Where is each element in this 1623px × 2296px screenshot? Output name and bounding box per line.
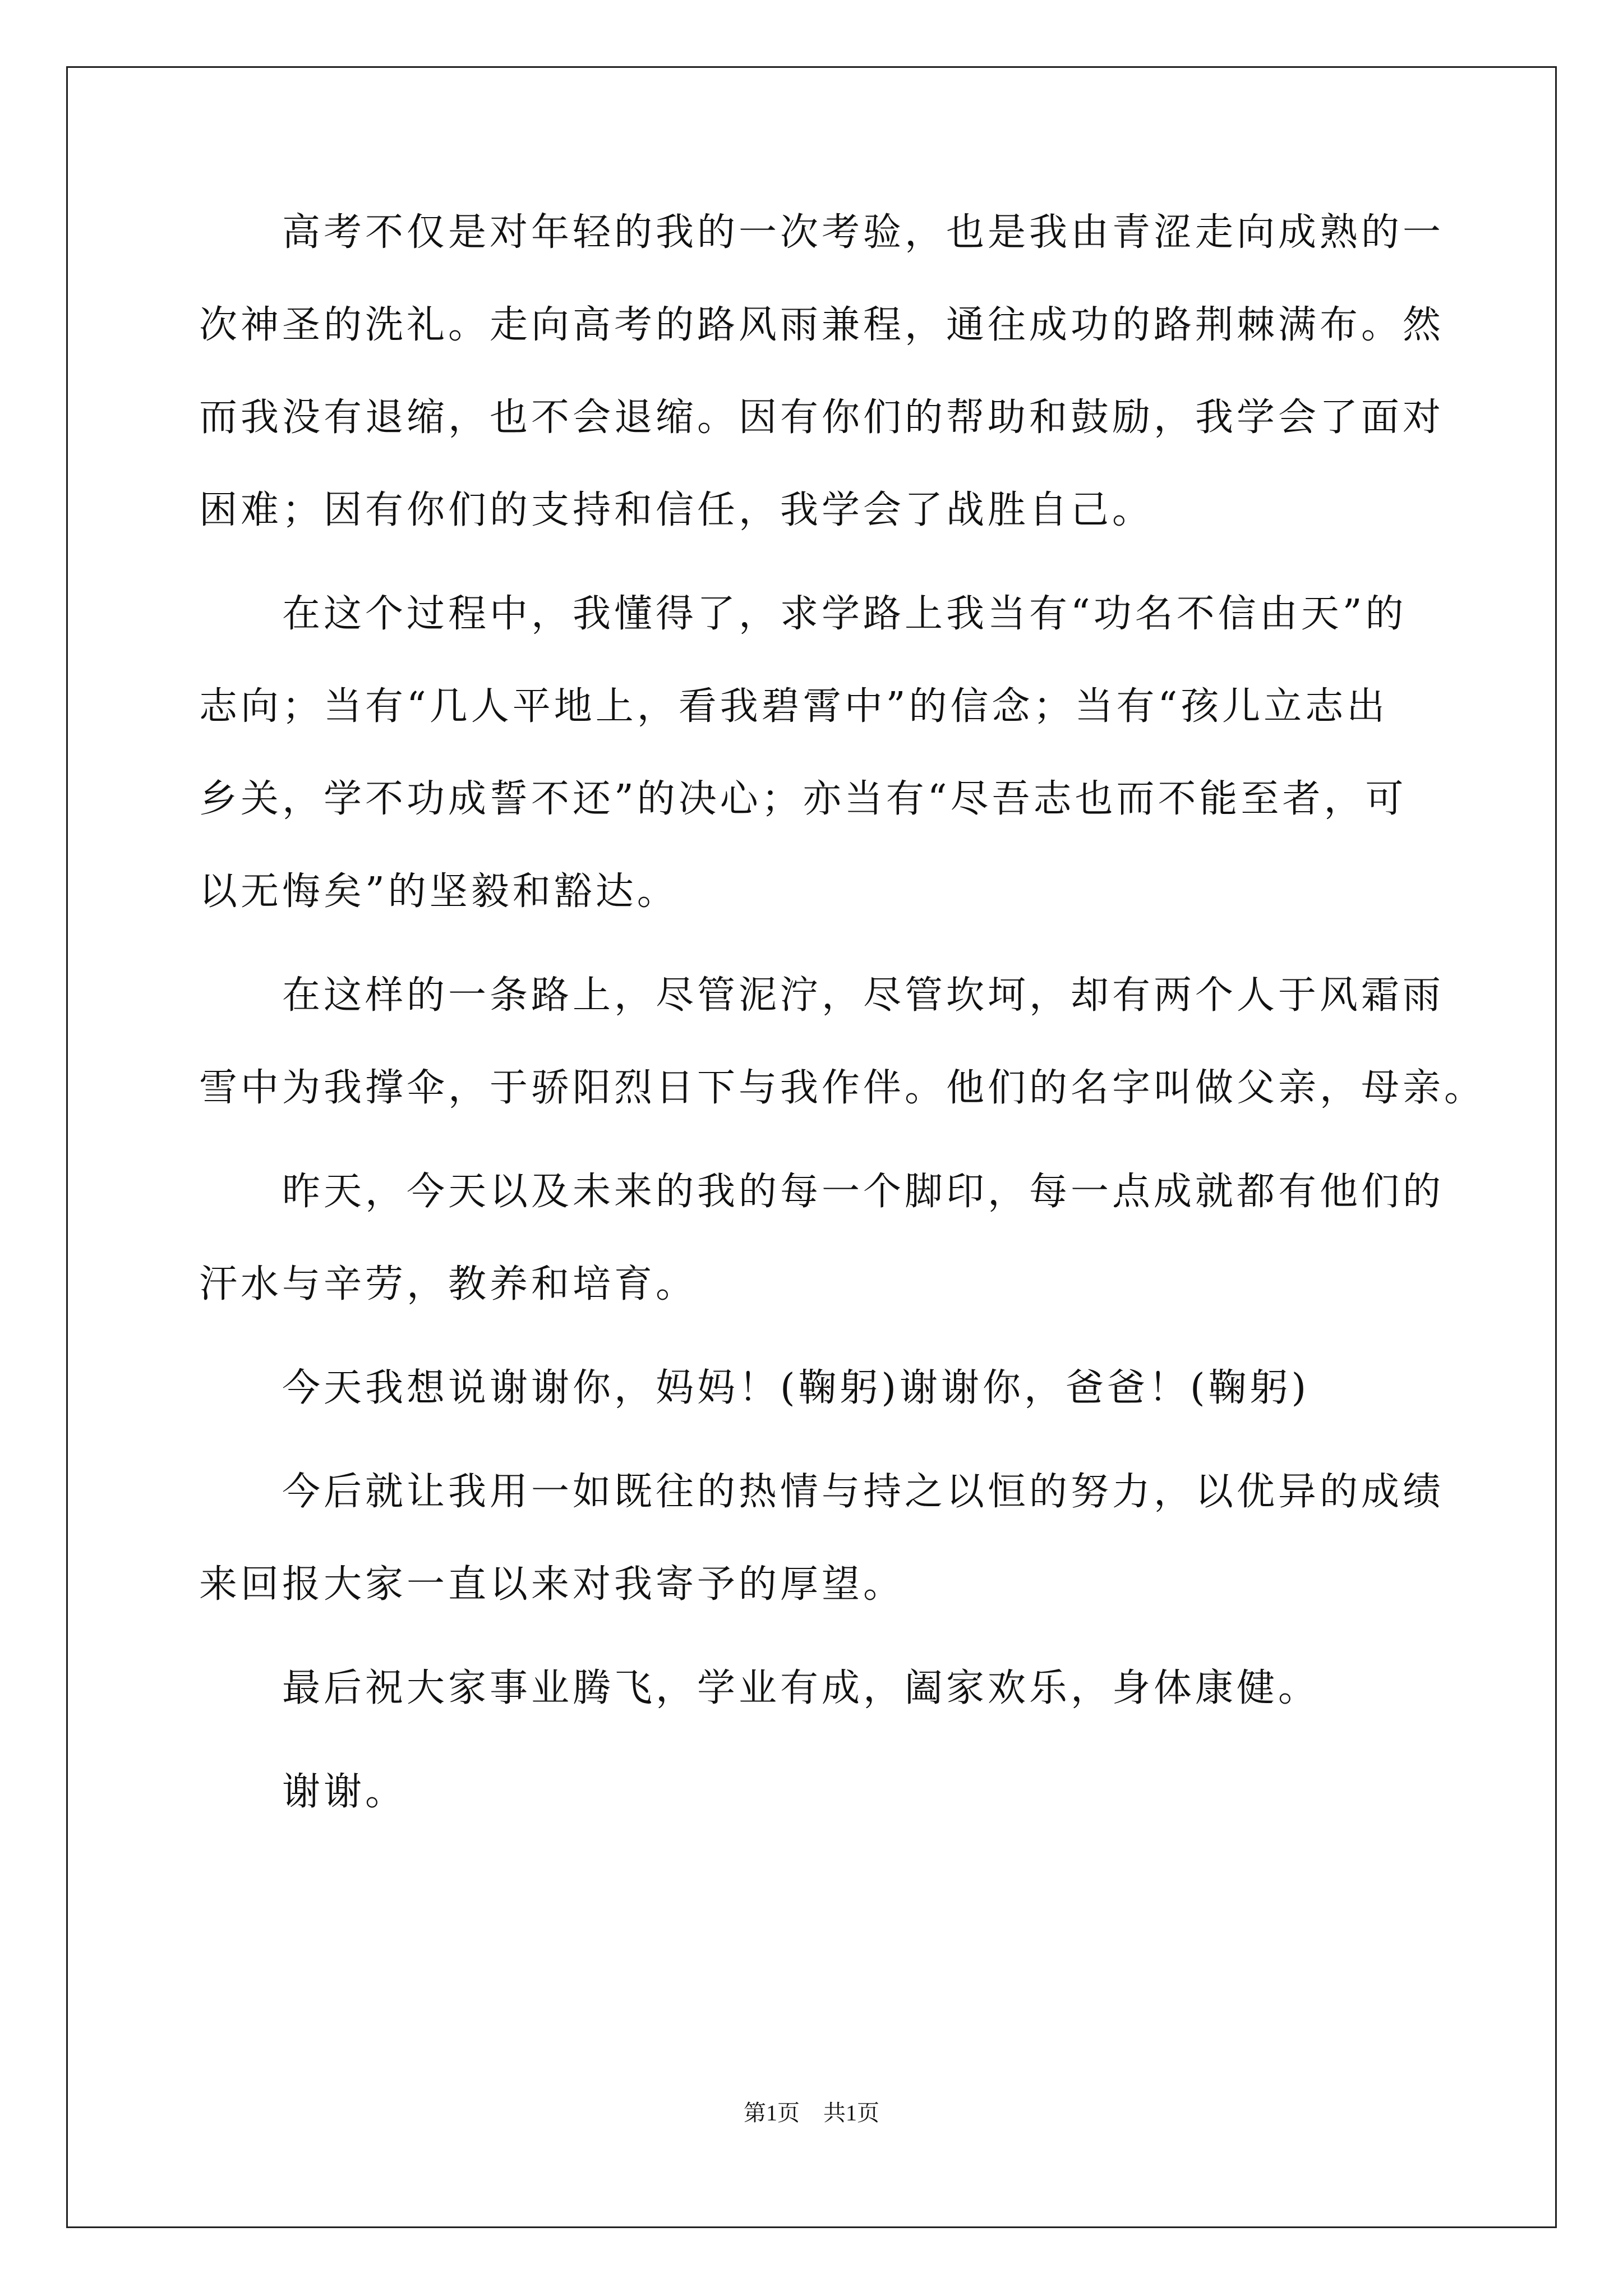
text-line: 困难；因有你们的支持和信任，我学会了战胜自己。 — [199, 488, 1154, 532]
page-total: 共1页 — [823, 2100, 879, 2125]
text-line: 今后就让我用一如既往的热情与持之以恒的努力，以优异的成绩 — [282, 1470, 1445, 1514]
text-line: 次神圣的洗礼。走向高考的路风雨兼程，通往成功的路荆棘满布。然 — [199, 303, 1445, 347]
text-line: 以无悔矣”的坚毅和豁达。 — [199, 869, 679, 914]
text-line: 在这样的一条路上，尽管泥泞，尽管坎坷，却有两个人于风霜雨 — [282, 973, 1445, 1018]
text-line: 最后祝大家事业腾飞，学业有成，阖家欢乐，身体康健。 — [282, 1666, 1320, 1710]
text-line: 谢谢。 — [282, 1770, 407, 1814]
text-line: 而我没有退缩，也不会退缩。因有你们的帮助和鼓励，我学会了面对 — [199, 395, 1445, 440]
text-line: 高考不仅是对年轻的我的一次考验，也是我由青涩走向成熟的一 — [282, 210, 1445, 255]
text-line: 在这个过程中，我懂得了，求学路上我当有“功名不信由天”的 — [282, 592, 1407, 636]
text-line: 志向；当有“几人平地上，看我碧霄中”的信念；当有“孩儿立志出 — [199, 684, 1389, 729]
page-number: 第1页 — [744, 2100, 800, 2125]
text-line: 来回报大家一直以来对我寄予的厚望。 — [199, 1562, 905, 1607]
text-line: 昨天，今天以及未来的我的每一个脚印，每一点成就都有他们的 — [282, 1170, 1445, 1214]
page-footer — [0, 2095, 1623, 2127]
text-line: 乡关，学不功成誓不还”的决心；亦当有“尽吾志也而不能至者，可 — [199, 777, 1407, 821]
text-line: 今天我想说谢谢你，妈妈！(鞠躬)谢谢你，爸爸！(鞠躬) — [282, 1366, 1310, 1410]
text-line: 雪中为我撑伞，于骄阳烈日下与我作伴。他们的名字叫做父亲，母亲。 — [199, 1066, 1486, 1110]
text-line: 汗水与辛劳，教养和培育。 — [199, 1262, 698, 1306]
